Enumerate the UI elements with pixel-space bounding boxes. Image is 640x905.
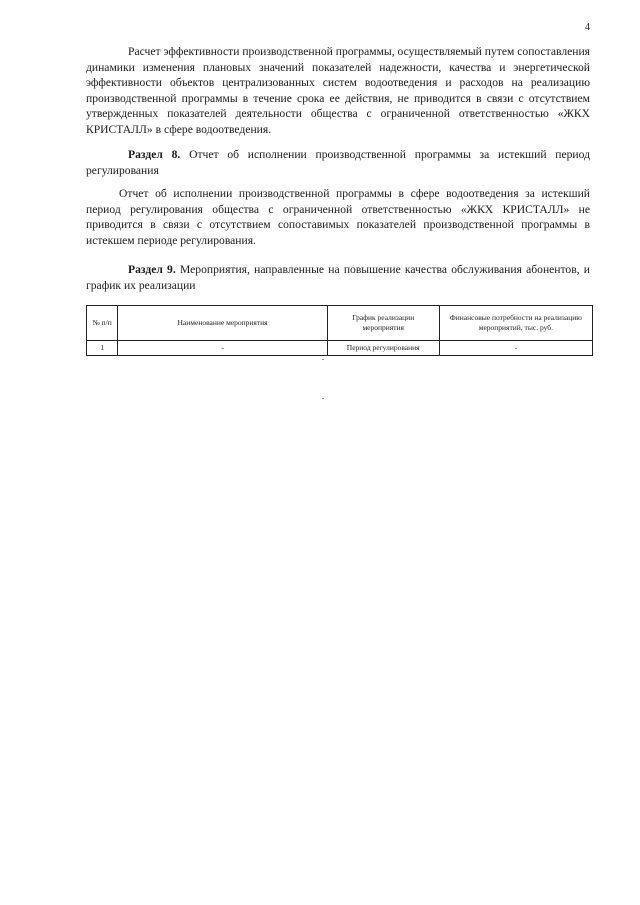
cell-finance: - [439, 341, 592, 356]
section-9-title: Мероприятия, направленные на повышение качества обслуживания абонентов, и график их реализации [86, 263, 591, 292]
table-row [87, 341, 593, 356]
scan-speck [322, 398, 324, 399]
section-8-heading [86, 147, 590, 178]
scan-speck [322, 359, 324, 360]
header-name: Наименование мероприятия [118, 306, 327, 341]
cell-schedule: Период регулирования [327, 341, 439, 356]
cell-name: - [118, 341, 327, 356]
header-schedule: График реализации мероприятия [327, 306, 439, 341]
page-number: 4 [585, 22, 590, 33]
table-header-row [87, 306, 593, 341]
section-8-title: Отчет об исполнении производственной программы за истекший период регулирования [86, 148, 591, 177]
section-9-heading [86, 262, 590, 293]
section-8-label: Раздел 8. [128, 148, 181, 161]
measures-table [86, 305, 593, 356]
header-finance: Финансовые потребности на реализацию мероприятий, тыс. руб. [439, 306, 592, 341]
cell-num: 1 [87, 341, 118, 356]
header-num: № п/п [87, 306, 118, 341]
paragraph-execution-report: Отчет об исполнении производственной программы в сфере водоотведения за истекший период регулирования общества с ограниченной ответственностью «ЖКХ КРИСТАЛЛ» не приводится в связи с отсутствием сопоставимых показателей производственной программы в истекшем периоде регулирования. [86, 187, 590, 247]
paragraph-efficiency-calculation: Расчет эффективности производственной программы, осуществляемый путем сопоставления динамики изменения плановых значений показателей надежности, качества и энергетической эффективности объектов централизованных систем водоотведения и расходов на реализацию производственной программы в течение срока ее действия, не приводится в связи с отсутствием утвержденных показателей деятельности общества с ограниченной ответственностью «ЖКХ КРИСТАЛЛ» в сфере водоотведения. [86, 45, 590, 136]
section-9-label: Раздел 9. [128, 263, 176, 276]
